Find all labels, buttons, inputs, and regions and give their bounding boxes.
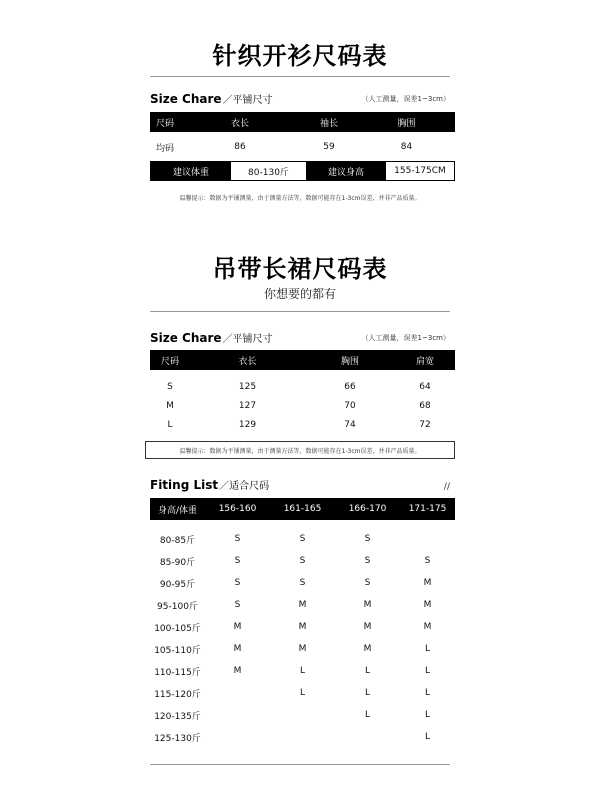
table-cell: 74	[344, 420, 356, 430]
section-label: Size Chare	[150, 92, 222, 106]
table-cell: L	[364, 710, 370, 720]
table-row	[150, 730, 455, 744]
table-row	[150, 576, 455, 590]
header-cell: 尺码	[155, 118, 174, 129]
table-row	[150, 642, 455, 656]
fitting-section-heading	[150, 477, 269, 492]
dress-section-heading	[150, 330, 273, 345]
measure-note: （人工测量，误差1~3cm）	[361, 334, 450, 342]
table-cell: L	[424, 710, 430, 720]
header-cell: 171-175	[408, 504, 447, 514]
header-cell: 身高/体重	[157, 505, 198, 516]
table-cell: L	[364, 688, 370, 698]
table-cell: L	[424, 644, 430, 654]
cardigan-section-heading	[150, 91, 273, 106]
table-cell: S	[299, 578, 306, 588]
corner-mark: //	[443, 482, 450, 492]
header-cell: 166-170	[348, 504, 387, 514]
table-row	[150, 620, 455, 634]
cardigan-tip: 温馨提示：数据为平铺测量，由于测量方法等，数据可能存在1-3cm误差，并非产品质量。	[179, 195, 421, 202]
table-cell: 66	[344, 382, 356, 392]
table-cell: M	[363, 644, 372, 654]
table-cell: 72	[419, 420, 431, 430]
header-cell: 胸围	[340, 356, 359, 367]
table-cell: S	[424, 556, 431, 566]
table-cell: 100-105斤	[154, 623, 201, 634]
header-cell: 尺码	[160, 356, 179, 367]
table-row	[150, 708, 455, 722]
weight-label: 建议体重	[151, 162, 231, 180]
table-cell: L	[424, 732, 430, 742]
weight-value: 80-130斤	[248, 167, 289, 178]
table-cell: 127	[238, 401, 257, 411]
header-cell: 156-160	[218, 504, 257, 514]
measure-note: （人工测量，误差1~3cm）	[361, 95, 450, 103]
table-cell: L	[299, 666, 305, 676]
header-cell: 衣长	[230, 118, 249, 129]
table-row	[150, 598, 455, 612]
table-cell: S	[234, 556, 241, 566]
dress-table-header	[150, 350, 455, 370]
height-label: 建议身高	[306, 162, 386, 180]
table-cell: L	[424, 666, 430, 676]
header-cell: 袖长	[319, 118, 338, 129]
table-cell: M	[363, 600, 372, 610]
table-cell: M	[298, 644, 307, 654]
section-sub: ／平铺尺寸	[222, 334, 273, 345]
table-row	[150, 532, 455, 546]
table-row	[150, 399, 455, 413]
table-cell: 均码	[155, 143, 174, 154]
divider	[150, 76, 450, 77]
table-cell: M	[423, 600, 432, 610]
header-cell: 161-165	[283, 504, 322, 514]
table-row	[150, 380, 455, 394]
table-row	[150, 418, 455, 432]
table-cell: 120-135斤	[154, 711, 201, 722]
table-cell: L	[364, 666, 370, 676]
fitting-table-header	[150, 498, 455, 520]
table-cell: M	[423, 578, 432, 588]
table-cell: L	[424, 688, 430, 698]
section-label: Size Chare	[150, 331, 222, 345]
table-cell: M	[363, 622, 372, 632]
table-cell: 125	[238, 382, 257, 392]
table-row	[150, 554, 455, 568]
cardigan-title: 针织开衫尺码表	[212, 42, 388, 70]
table-cell: M	[233, 622, 242, 632]
table-cell: 84	[400, 142, 413, 152]
table-cell: M	[298, 600, 307, 610]
table-cell: M	[423, 622, 432, 632]
table-cell: L	[167, 420, 173, 430]
table-row	[150, 140, 455, 154]
dress-tip: 温馨提示：数据为平铺测量，由于测量方法等，数据可能存在1-3cm误差，并非产品质量。	[145, 441, 455, 459]
header-cell: 衣长	[238, 356, 257, 367]
table-cell: S	[234, 534, 241, 544]
table-cell: 64	[419, 382, 431, 392]
recommendation-row	[150, 161, 455, 181]
divider	[150, 764, 450, 765]
table-cell: 85-90斤	[159, 557, 196, 568]
table-cell: S	[234, 600, 241, 610]
table-cell: 110-115斤	[154, 667, 201, 678]
table-cell: 68	[419, 401, 431, 411]
table-cell: 86	[234, 142, 246, 152]
table-cell: 129	[238, 420, 257, 430]
table-cell: 70	[344, 401, 356, 411]
table-cell: S	[234, 578, 241, 588]
table-cell: S	[364, 534, 371, 544]
table-cell: L	[299, 688, 305, 698]
table-cell: S	[364, 556, 371, 566]
header-cell: 肩宽	[415, 356, 434, 367]
table-cell: S	[167, 382, 173, 392]
table-cell: M	[233, 666, 242, 676]
dress-title: 吊带长裙尺码表	[212, 255, 388, 283]
table-cell: M	[166, 401, 174, 411]
section-sub: ／适合尺码	[219, 481, 270, 492]
table-row	[150, 686, 455, 700]
table-cell: M	[233, 644, 242, 654]
table-cell: 115-120斤	[154, 689, 201, 700]
table-cell: M	[298, 622, 307, 632]
cardigan-table-header	[150, 112, 455, 132]
table-cell: 59	[323, 142, 335, 152]
table-cell: 125-130斤	[154, 733, 201, 744]
section-label: Fiting List	[150, 478, 219, 492]
section-sub: ／平铺尺寸	[222, 95, 273, 106]
divider	[150, 311, 450, 312]
table-cell: 105-110斤	[154, 645, 201, 656]
dress-subtitle: 你想要的都有	[263, 287, 336, 301]
table-row	[150, 664, 455, 678]
table-cell: 80-85斤	[159, 535, 196, 546]
table-cell: 90-95斤	[159, 579, 196, 590]
table-cell: S	[299, 534, 306, 544]
height-value: 155-175CM	[394, 166, 446, 176]
table-cell: S	[364, 578, 371, 588]
table-cell: 95-100斤	[157, 601, 198, 612]
header-cell: 胸围	[397, 118, 416, 129]
table-cell: S	[299, 556, 306, 566]
